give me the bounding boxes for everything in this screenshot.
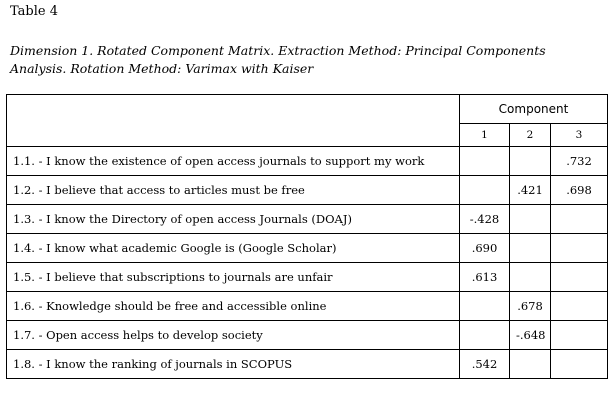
table-caption: Dimension 1. Rotated Component Matrix. Extraction Method: Principal Components Analysis. Rotation Method: Varimax with Kaiser [10, 43, 546, 76]
loading-value-1 [460, 321, 510, 350]
loading-value-2: .421 [510, 176, 551, 205]
loading-value-1: .690 [460, 234, 510, 263]
loading-value-2 [510, 234, 551, 263]
table-row [7, 176, 608, 205]
loading-value-2 [510, 205, 551, 234]
loading-value-2 [510, 263, 551, 292]
loading-value-3: .732 [551, 147, 608, 176]
loading-value-1: -.428 [460, 205, 510, 234]
item-label: 1.3. - I know the Directory of open access Journals (DOAJ) [7, 205, 460, 234]
loading-value-2 [510, 350, 551, 379]
rotated-component-matrix-table [6, 94, 608, 379]
column-header-3: 3 [551, 124, 608, 147]
loading-value-3 [551, 234, 608, 263]
item-label: 1.8. - I know the ranking of journals in SCOPUS [7, 350, 460, 379]
table-row [7, 205, 608, 234]
item-label: 1.2. - I believe that access to articles must be free [7, 176, 460, 205]
column-header-1: 1 [460, 124, 510, 147]
component-header: Component [460, 95, 608, 124]
table-row [7, 234, 608, 263]
item-label: 1.4. - I know what academic Google is (Google Scholar) [7, 234, 460, 263]
loading-value-1 [460, 147, 510, 176]
loading-value-3 [551, 292, 608, 321]
item-label: 1.5. - I believe that subscriptions to journals are unfair [7, 263, 460, 292]
loading-value-2: .678 [510, 292, 551, 321]
table-row [7, 321, 608, 350]
loading-value-2: -.648 [510, 321, 551, 350]
loading-value-1 [460, 292, 510, 321]
table-row [7, 147, 608, 176]
item-label: 1.6. - Knowledge should be free and accessible online [7, 292, 460, 321]
column-header-2: 2 [510, 124, 551, 147]
table-row [7, 263, 608, 292]
loading-value-1 [460, 176, 510, 205]
table-row [7, 350, 608, 379]
loading-value-1: .542 [460, 350, 510, 379]
header-row-component [7, 95, 608, 124]
loading-value-3 [551, 350, 608, 379]
item-label: 1.7. - Open access helps to develop society [7, 321, 460, 350]
item-label: 1.1. - I know the existence of open access journals to support my work [7, 147, 460, 176]
table-row [7, 292, 608, 321]
loading-value-3: .698 [551, 176, 608, 205]
loading-value-2 [510, 147, 551, 176]
loading-value-3 [551, 321, 608, 350]
loading-value-1: .613 [460, 263, 510, 292]
table-number: Table 4 [10, 4, 58, 19]
loading-value-3 [551, 205, 608, 234]
loading-value-3 [551, 263, 608, 292]
header-blank-cell [7, 95, 460, 147]
